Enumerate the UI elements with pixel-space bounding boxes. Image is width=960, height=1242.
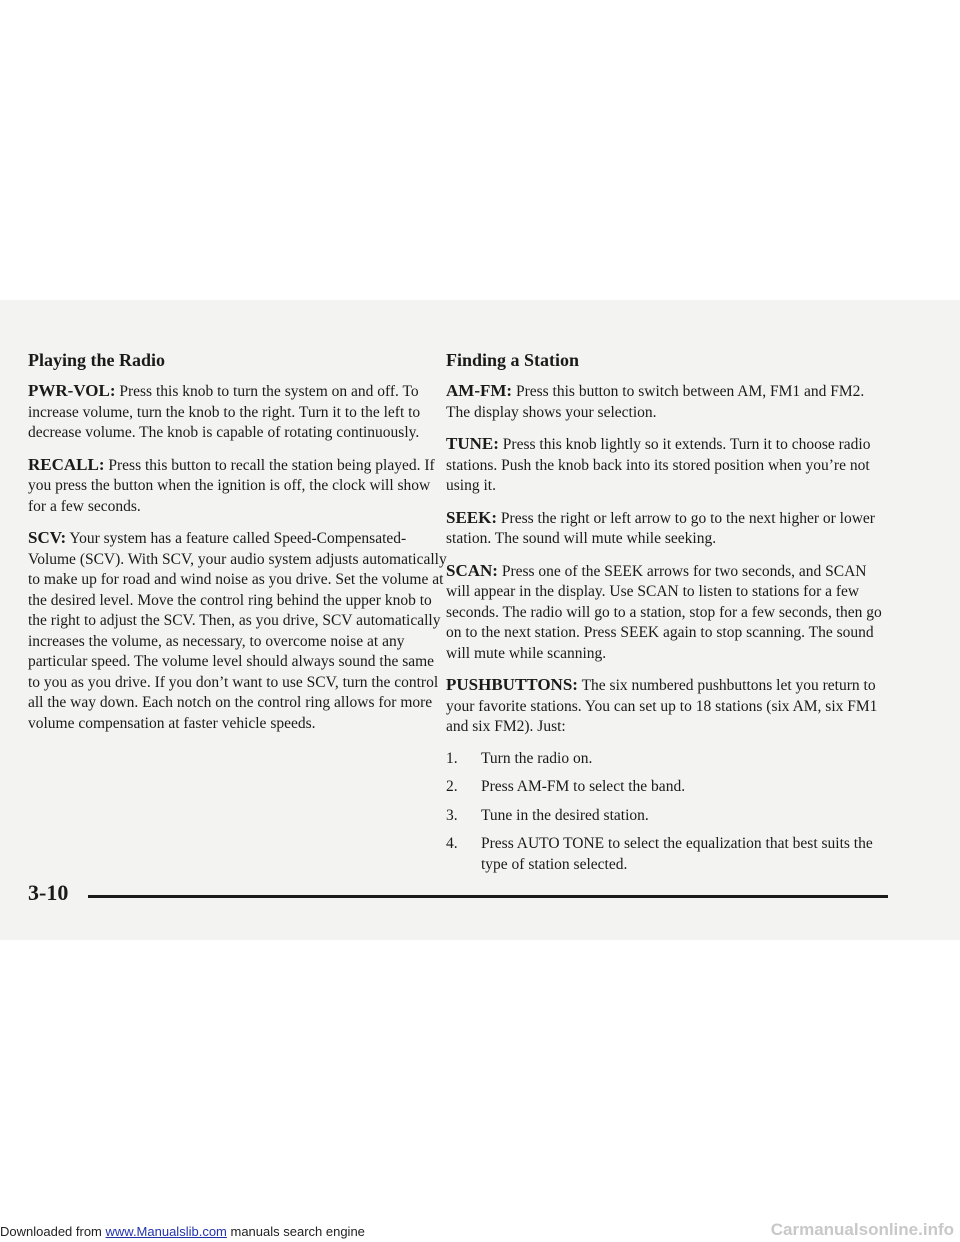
paragraph-pushbuttons [446,675,886,738]
term-label: SCV: [28,528,67,547]
right-column [446,350,886,883]
step-number: 1. [446,749,458,767]
banner-prefix: Downloaded from [0,1224,106,1239]
paragraph-text: Press this knob to turn the system on and off. To increase volume, turn the knob to the right. Turn it to the left to decrease volume. The knob is capable of rotating continuously. [28,383,421,441]
paragraph-scan [446,561,886,665]
step-number: 4. [446,835,458,852]
term-label: SEEK: [446,507,498,527]
page-number: 3-10 [28,880,69,905]
term-label: AM-FM: [446,381,513,400]
footer-rule [88,895,888,898]
paragraph-text: The six numbered pushbuttons let you return to your favorite stations. You can set up to 18 stations (six AM, six FM1 and six FM2). Just: [446,677,878,735]
paragraph-am-fm [446,381,886,423]
banner-suffix: manuals search engine [226,1224,365,1239]
paragraph-pwr-vol [28,381,448,444]
download-banner [0,1224,365,1239]
step-text: Tune in the desired station. [481,806,649,824]
step-number: 3. [446,806,458,824]
term-label: SCAN: [446,560,498,580]
section-heading: Playing the Radio [28,350,166,370]
term-label: RECALL: [28,454,105,474]
list-item [446,834,886,875]
term-label: PWR-VOL: [28,381,116,400]
list-item [446,749,886,770]
paragraph-text: Press one of the SEEK arrows for two seconds, and SCAN will appear in the display. Use SCAN to listen to stations for a few seconds. The radio will go to a station, stop for a few seconds, then go on to the next station. Press SEEK again to stop scanning. The sound will mute while scanning. [446,562,882,662]
step-text: Press AM-FM to select the band. [481,778,686,795]
step-text: Press AUTO TONE to select the equalization that best suits the type of station selected. [481,835,873,873]
step-text: Turn the radio on. [481,749,593,767]
paragraph-text: Press this button to switch between AM, FM1 and FM2. The display shows your selection. [446,383,865,421]
section-heading: Finding a Station [446,350,580,370]
paragraph-scv [28,528,448,734]
page-footer [28,880,888,914]
manualslib-link[interactable]: www.Manualslib.com [105,1224,227,1239]
step-number: 2. [446,778,458,795]
paragraph-recall [28,455,448,518]
paragraph-text: Press this knob lightly so it extends. Turn it to choose radio stations. Push the knob back into its stored position when you’re not using it. [446,436,871,494]
paragraph-text: Your system has a feature called Speed-Compensated-Volume (SCV). With SCV, your audio system adjusts automatically to make up for road and wind noise as you drive. Set the volume at the desired level. Move the control ring behind the upper knob to the right to adjust the SCV. Then, as you drive, SCV automatically increases the volume, as necessary, to overcome noise at any particular speed. The volume level should always sound the same to you as you drive. If you don’t want to use SCV, turn the control all the way down. Each notch on the control ring allows for more volume compensation at faster vehicle speeds. [28,530,447,732]
paragraph-tune [446,434,886,497]
steps-list [446,749,886,876]
paragraph-text: Press the right or left arrow to go to the next higher or lower station. The sound will mute while seeking. [446,509,875,547]
left-column [28,350,448,745]
term-label: TUNE: [446,434,499,453]
list-item [446,806,886,827]
watermark: Carmanualsonline.info [770,1220,954,1239]
paragraph-seek [446,508,886,550]
list-item [446,777,886,798]
paragraph-text: Press this button to recall the station being played. If you press the button when the ignition is off, the clock will show for a few seconds. [28,456,435,515]
term-label: PUSHBUTTONS: [446,675,578,694]
